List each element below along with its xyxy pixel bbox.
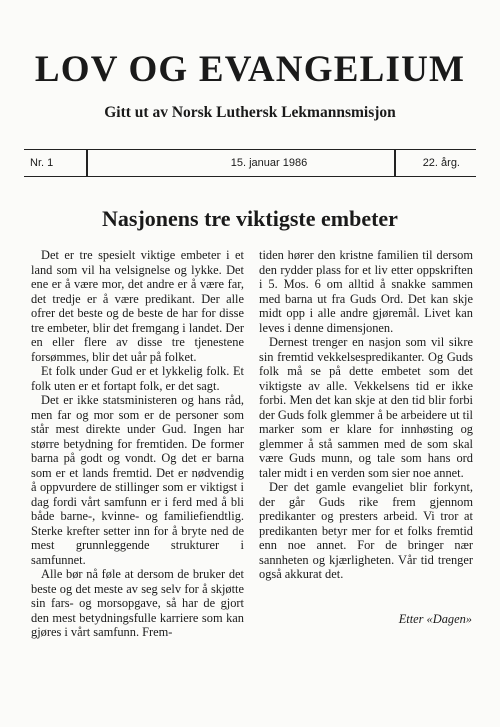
paragraph: Dernest trenger en nasjon som vil sikre sin fremtid vekkelsespredikanter. Og Guds folk må se på dette embetet som det viktigste av alle. Vekkelsens tid er ikke forbi. Men det kan skje at den tid blir forbi der Guds folk glemmer å be arbeidere ut til marker som er klare for innhøsting og glemmer å stå sammen med de som skal være Guds munn, og tale som hans ord taler midt i en verden som sier noe annet. — [259, 335, 474, 480]
issue-date: 15. januar 1986 — [230, 157, 308, 169]
paragraph: Der det gamle evangeliet blir forkynt, der går Guds rike frem gjennom predikanter og presters arbeid. Vi tror at predikanten betyr mer for et folks fremtid enn noe annet. For de bringer nær sannheten og kjærligheten. Vår tid trenger også akkurat det. — [259, 480, 473, 581]
issue-number: Nr. 1 — [30, 157, 54, 169]
newspaper-subtitle: Gitt ut av Norsk Luthersk Lekmannsmisjon — [104, 104, 396, 121]
paragraph: tiden hører den kristne familien til dersom den rydder plass for et liv etter oppskriften i 5. Mos. 6 om alltid å snakke sammen med barna ut fra Guds Ord. Det kan skje midt opp i alle andre gjøremål. Livet kan leves i denne dimensjonen. — [259, 248, 473, 335]
article-headline: Nasjonens tre viktigste embeter — [102, 206, 398, 231]
paragraph: Det er ikke statsministeren og hans råd, men far og mor som er de personer som står mest direkte under Gud. Ingen har større betydning for fremtiden. De former barna på godt og vondt. Og det er barna som er et lands fremtid. Det er nødvendig å oppvurdere de stillinger som er viktigst i dag fordi vårt samfunn er i ferd med å bli både barne-, kvinne- og familiefiendtlig. Sterke krefter setter inn for å bryte ned de mest grunnleggende strukturer i samfunnet. — [31, 393, 244, 567]
issue-year: 22. årg. — [422, 157, 460, 169]
issue-info-bar — [24, 149, 476, 177]
newspaper-title: LOV OG EVANGELIUM — [34, 49, 466, 90]
paragraph: Det er tre spesielt viktige embeter i et land som vil ha velsignelse og lykke. Det ene er å være mor, det andre er å være far, det tredje er å være predikant. Der alle ofrer det beste og de beste de har for disse tre embeter, blir det fremgang i landet. Der en eller flere av disse tre tjenestene forsømmes, blir det uår på folket. — [31, 248, 244, 364]
divider — [86, 150, 88, 176]
article-column-left — [31, 248, 244, 640]
divider — [394, 150, 396, 176]
article-source: Etter «Dagen» — [398, 612, 472, 626]
paragraph: Et folk under Gud er et lykkelig folk. Et folk uten er et fortapt folk, er det sagt. — [31, 364, 244, 393]
article-column-right — [259, 248, 473, 582]
paragraph: Alle bør nå føle at dersom de bruker det beste og det meste av seg selv for å skjøtte sin fars- og morsopgave, så har de gjort den mest betydningsfulle karriere som kan gjøres i vårt samfunn. Frem- — [31, 567, 244, 639]
